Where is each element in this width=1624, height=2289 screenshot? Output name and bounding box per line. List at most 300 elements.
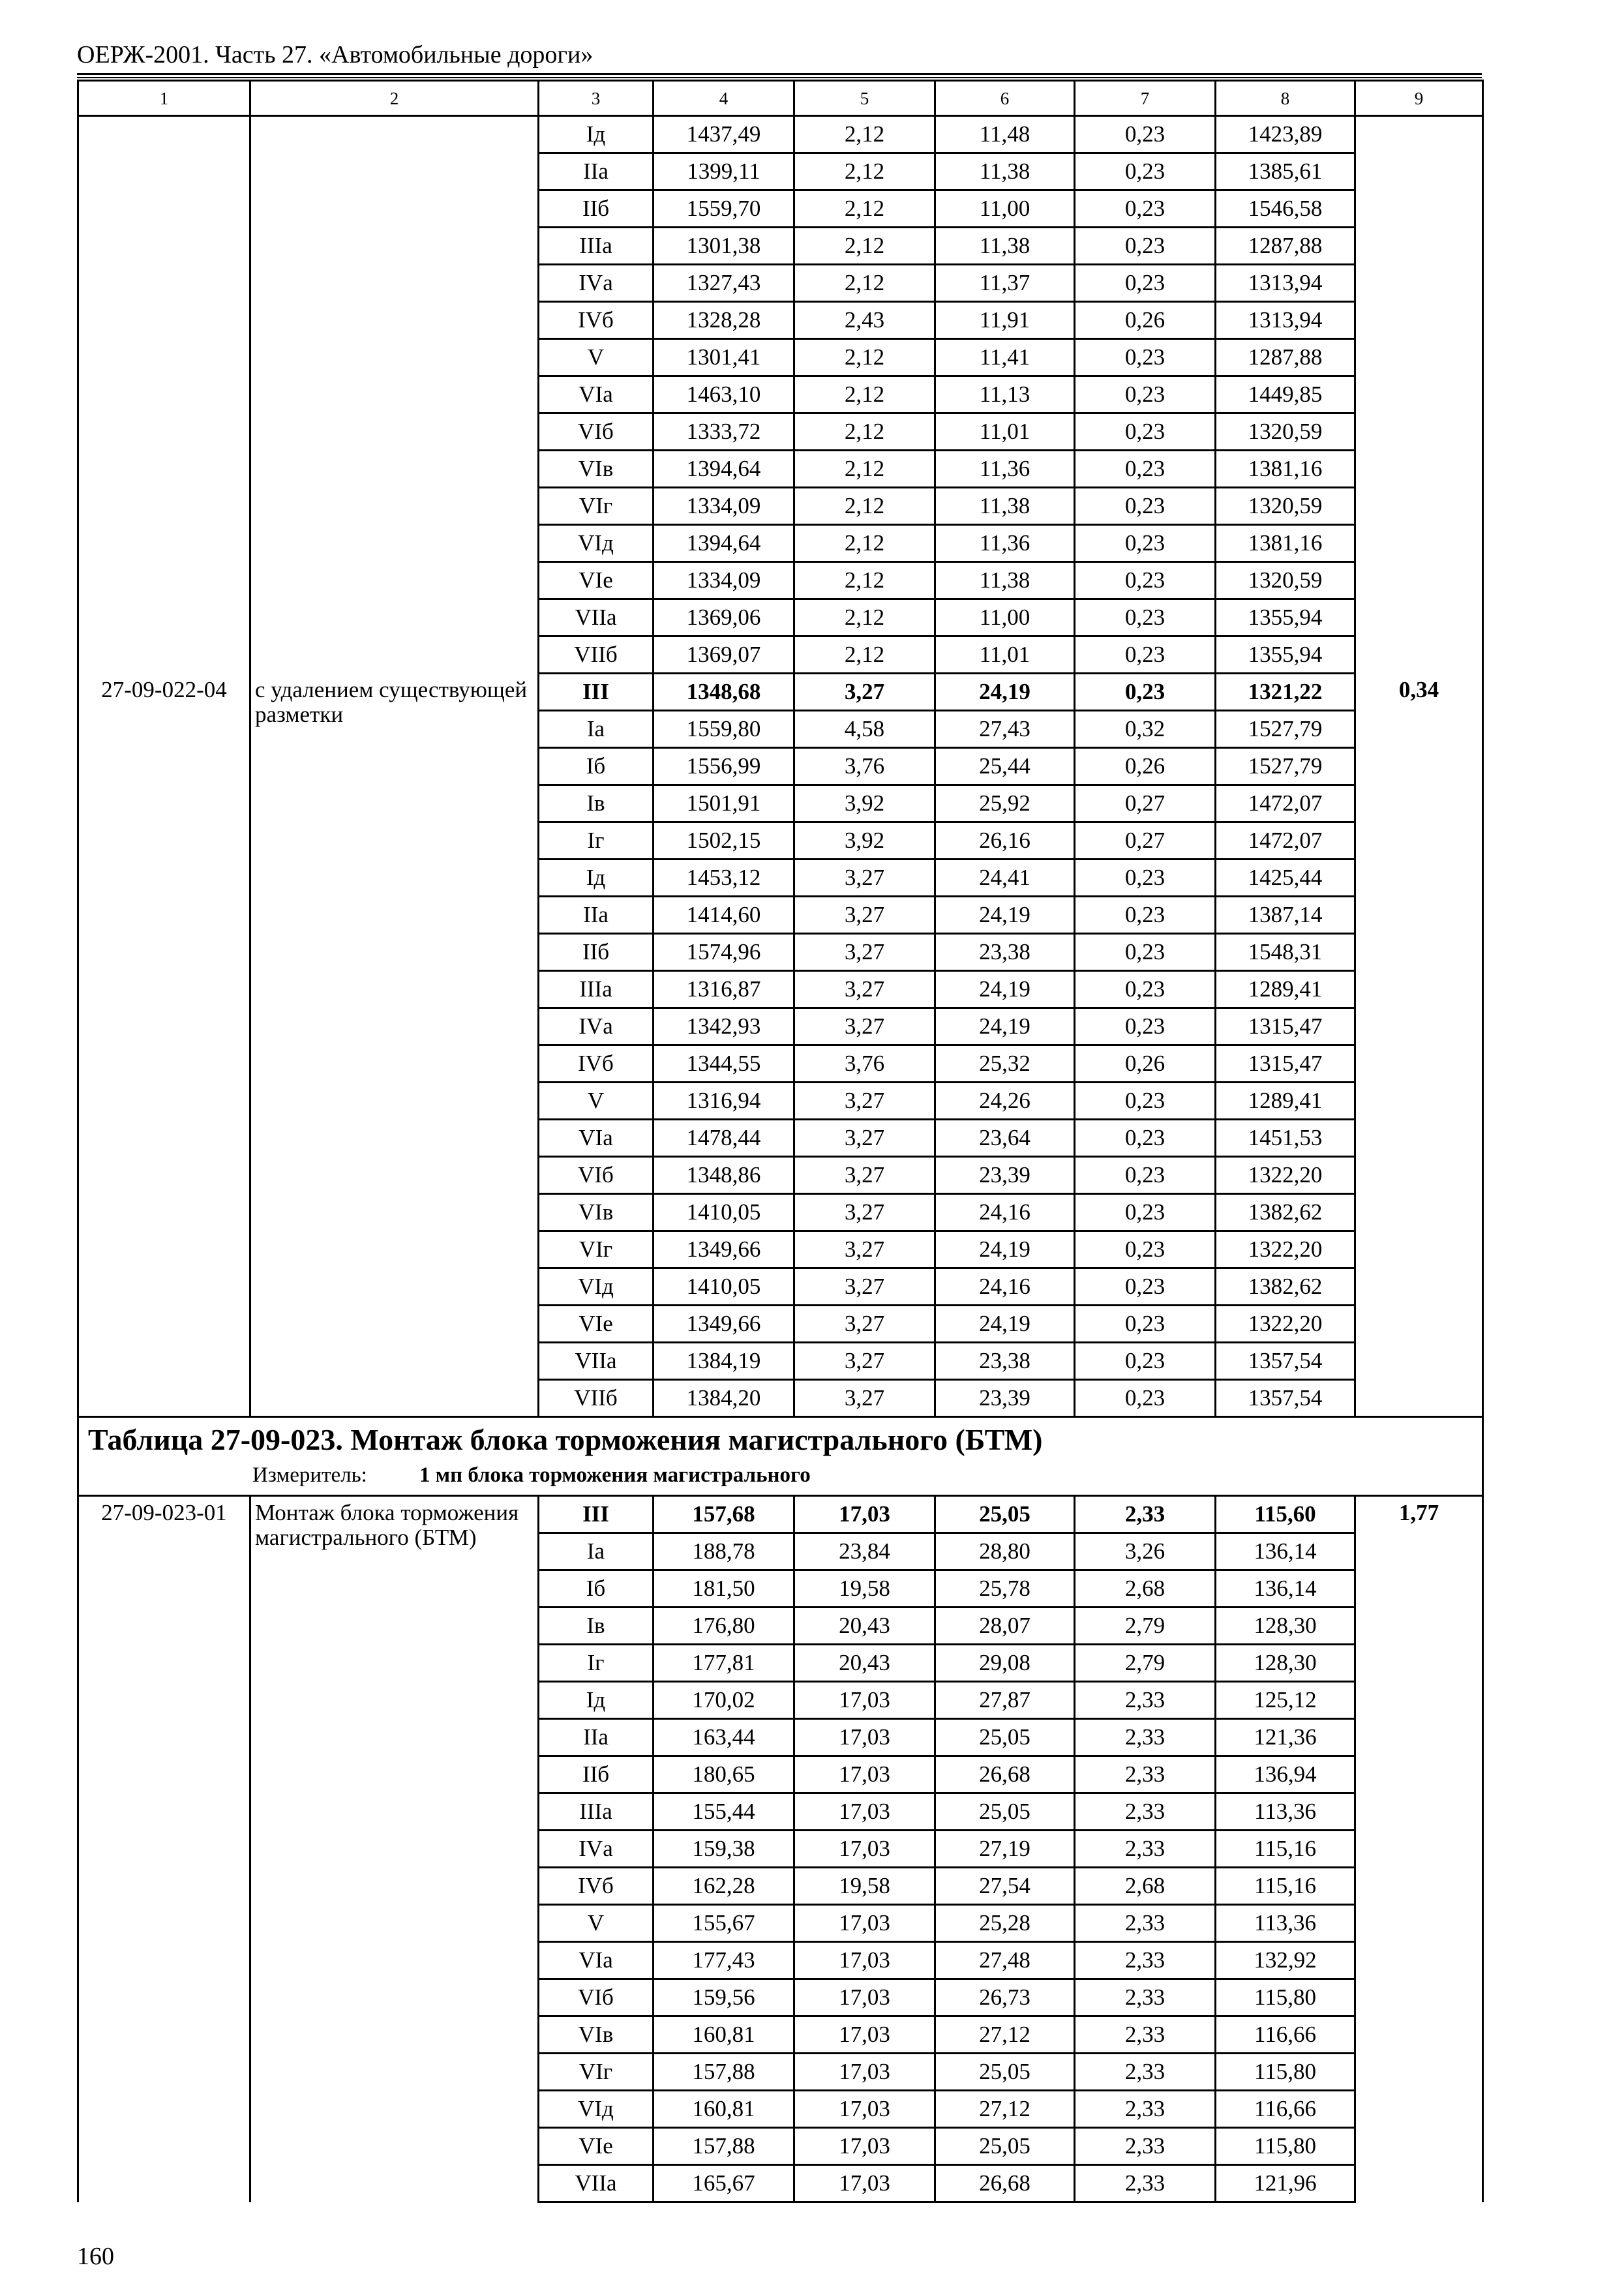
zone-cell: VIг	[539, 2054, 654, 2091]
value-cell: 1321,22	[1216, 674, 1355, 711]
zone-cell: Iа	[539, 711, 654, 748]
value-cell: 1559,80	[654, 711, 794, 748]
value-cell: 160,81	[654, 2016, 794, 2054]
value-cell: 25,32	[935, 1045, 1075, 1083]
value-cell: 170,02	[654, 1682, 794, 1719]
value-cell: 1453,12	[654, 860, 794, 897]
value-cell: 4,58	[794, 711, 935, 748]
value-cell: 0,23	[1075, 1008, 1216, 1045]
zone-cell: IVб	[539, 1045, 654, 1083]
value-cell: 1349,66	[654, 1306, 794, 1343]
column-number: 3	[539, 81, 654, 116]
value-cell: 2,12	[794, 339, 935, 376]
zone-cell: VIа	[539, 1942, 654, 1979]
value-cell: 24,19	[935, 1231, 1075, 1268]
value-cell: 159,56	[654, 1979, 794, 2016]
work-name: с удалением существующей разметки	[250, 674, 539, 1417]
value-cell: 25,05	[935, 1719, 1075, 1756]
value-cell: 2,33	[1075, 1756, 1216, 1793]
value-cell: 1478,44	[654, 1120, 794, 1157]
zone-cell: VIб	[539, 413, 654, 451]
rates-table	[77, 80, 1484, 2203]
value-cell: 113,36	[1216, 1905, 1355, 1942]
zone-cell: VIIа	[539, 2165, 654, 2202]
value-cell: 11,37	[935, 265, 1075, 302]
value-cell: 11,38	[935, 562, 1075, 599]
value-cell: 3,27	[794, 1120, 935, 1157]
value-cell: 0,23	[1075, 562, 1216, 599]
value-cell: 1451,53	[1216, 1120, 1355, 1157]
value-cell: 25,44	[935, 748, 1075, 785]
value-cell: 1313,94	[1216, 302, 1355, 339]
value-cell: 121,96	[1216, 2165, 1355, 2202]
value-cell: 23,84	[794, 1533, 935, 1570]
value-cell: 2,33	[1075, 1905, 1216, 1942]
value-cell: 2,33	[1075, 2165, 1216, 2202]
value-cell: 24,19	[935, 897, 1075, 934]
value-cell: 1334,09	[654, 488, 794, 525]
value-cell: 0,23	[1075, 1380, 1216, 1417]
value-cell: 3,27	[794, 897, 935, 934]
value-cell: 23,39	[935, 1380, 1075, 1417]
value-cell: 17,03	[794, 1682, 935, 1719]
value-cell: 17,03	[794, 1496, 935, 1533]
value-cell: 115,16	[1216, 1868, 1355, 1905]
zone-cell: VIд	[539, 2091, 654, 2128]
value-cell: 1399,11	[654, 153, 794, 190]
value-cell: 25,92	[935, 785, 1075, 822]
value-cell: 113,36	[1216, 1793, 1355, 1831]
value-cell: 2,33	[1075, 1719, 1216, 1756]
value-cell: 0,23	[1075, 1268, 1216, 1306]
value-cell: 0,23	[1075, 525, 1216, 562]
value-cell: 125,12	[1216, 1682, 1355, 1719]
value-cell: 1334,09	[654, 562, 794, 599]
value-cell: 11,01	[935, 413, 1075, 451]
resource-value	[1355, 116, 1483, 674]
value-cell: 17,03	[794, 1905, 935, 1942]
value-cell: 1382,62	[1216, 1268, 1355, 1306]
value-cell: 26,68	[935, 1756, 1075, 1793]
value-cell: 1322,20	[1216, 1231, 1355, 1268]
value-cell: 2,68	[1075, 1868, 1216, 1905]
value-cell: 25,05	[935, 1793, 1075, 1831]
value-cell: 0,23	[1075, 897, 1216, 934]
value-cell: 1527,79	[1216, 711, 1355, 748]
value-cell: 2,79	[1075, 1645, 1216, 1682]
value-cell: 1301,38	[654, 228, 794, 265]
value-cell: 17,03	[794, 1793, 935, 1831]
value-cell: 0,23	[1075, 1194, 1216, 1231]
resource-value: 0,34	[1355, 674, 1483, 1417]
value-cell: 27,19	[935, 1831, 1075, 1868]
value-cell: 1316,94	[654, 1083, 794, 1120]
value-cell: 160,81	[654, 2091, 794, 2128]
value-cell: 1289,41	[1216, 971, 1355, 1008]
value-cell: 121,36	[1216, 1719, 1355, 1756]
value-cell: 0,23	[1075, 860, 1216, 897]
zone-cell: VIд	[539, 525, 654, 562]
column-number: 4	[654, 81, 794, 116]
value-cell: 0,23	[1075, 674, 1216, 711]
header-rule	[77, 73, 1482, 75]
value-cell: 24,16	[935, 1268, 1075, 1306]
value-cell: 1385,61	[1216, 153, 1355, 190]
value-cell: 1327,43	[654, 265, 794, 302]
value-cell: 1394,64	[654, 525, 794, 562]
zone-cell: VIIб	[539, 1380, 654, 1417]
value-cell: 11,38	[935, 488, 1075, 525]
value-cell: 24,16	[935, 1194, 1075, 1231]
value-cell: 3,27	[794, 674, 935, 711]
value-cell: 11,91	[935, 302, 1075, 339]
value-cell: 29,08	[935, 1645, 1075, 1682]
value-cell: 2,33	[1075, 2016, 1216, 2054]
column-number-row	[78, 81, 1483, 116]
table-title-cell	[78, 1417, 1483, 1496]
value-cell: 1472,07	[1216, 785, 1355, 822]
value-cell: 3,27	[794, 934, 935, 971]
value-cell: 1355,94	[1216, 636, 1355, 674]
value-cell: 0,23	[1075, 376, 1216, 413]
value-cell: 17,03	[794, 2165, 935, 2202]
page-number: 160	[77, 2243, 114, 2270]
value-cell: 25,28	[935, 1905, 1075, 1942]
value-cell: 2,33	[1075, 1942, 1216, 1979]
zone-cell: IIб	[539, 934, 654, 971]
value-cell: 0,26	[1075, 748, 1216, 785]
value-cell: 1287,88	[1216, 339, 1355, 376]
value-cell: 1313,94	[1216, 265, 1355, 302]
value-cell: 1301,41	[654, 339, 794, 376]
value-cell: 1369,07	[654, 636, 794, 674]
value-cell: 0,23	[1075, 116, 1216, 153]
zone-cell: V	[539, 1905, 654, 1942]
value-cell: 2,12	[794, 525, 935, 562]
value-cell: 2,12	[794, 413, 935, 451]
table-heading: Таблица 27-09-023. Монтаж блока торможения магистрального (БТМ)	[88, 1423, 1043, 1456]
value-cell: 1423,89	[1216, 116, 1355, 153]
value-cell: 157,88	[654, 2054, 794, 2091]
value-cell: 24,19	[935, 1008, 1075, 1045]
value-cell: 1381,16	[1216, 525, 1355, 562]
value-cell: 1322,20	[1216, 1306, 1355, 1343]
value-cell: 177,43	[654, 1942, 794, 1979]
value-cell: 1501,91	[654, 785, 794, 822]
zone-cell: VIд	[539, 1268, 654, 1306]
value-cell: 25,05	[935, 2054, 1075, 2091]
value-cell: 2,33	[1075, 1496, 1216, 1533]
value-cell: 1574,96	[654, 934, 794, 971]
value-cell: 24,19	[935, 971, 1075, 1008]
value-cell: 136,94	[1216, 1756, 1355, 1793]
zone-cell: Iв	[539, 785, 654, 822]
table-row	[78, 116, 1483, 153]
value-cell: 132,92	[1216, 1942, 1355, 1979]
value-cell: 1414,60	[654, 897, 794, 934]
value-cell: 1357,54	[1216, 1343, 1355, 1380]
value-cell: 3,76	[794, 1045, 935, 1083]
zone-cell: Iв	[539, 1608, 654, 1645]
work-name	[250, 116, 539, 674]
value-cell: 27,54	[935, 1868, 1075, 1905]
value-cell: 180,65	[654, 1756, 794, 1793]
value-cell: 19,58	[794, 1570, 935, 1608]
value-cell: 188,78	[654, 1533, 794, 1570]
value-cell: 0,23	[1075, 228, 1216, 265]
value-cell: 1287,88	[1216, 228, 1355, 265]
value-cell: 1342,93	[654, 1008, 794, 1045]
value-cell: 0,32	[1075, 711, 1216, 748]
value-cell: 27,87	[935, 1682, 1075, 1719]
value-cell: 1320,59	[1216, 413, 1355, 451]
value-cell: 1328,28	[654, 302, 794, 339]
value-cell: 17,03	[794, 1756, 935, 1793]
value-cell: 2,33	[1075, 2054, 1216, 2091]
value-cell: 23,39	[935, 1157, 1075, 1194]
value-cell: 3,76	[794, 748, 935, 785]
table-row	[78, 1496, 1483, 1533]
value-cell: 0,23	[1075, 636, 1216, 674]
value-cell: 1315,47	[1216, 1045, 1355, 1083]
value-cell: 11,41	[935, 339, 1075, 376]
zone-cell: Iд	[539, 1682, 654, 1719]
value-cell: 11,36	[935, 451, 1075, 488]
zone-cell: V	[539, 1083, 654, 1120]
value-cell: 23,38	[935, 934, 1075, 971]
value-cell: 27,12	[935, 2016, 1075, 2054]
column-number: 2	[250, 81, 539, 116]
value-cell: 157,88	[654, 2128, 794, 2165]
value-cell: 2,33	[1075, 1831, 1216, 1868]
zone-cell: VIа	[539, 376, 654, 413]
value-cell: 3,27	[794, 1380, 935, 1417]
table-title-row	[78, 1417, 1483, 1496]
zone-cell: VIг	[539, 1231, 654, 1268]
zone-cell: IIа	[539, 1719, 654, 1756]
value-cell: 3,26	[1075, 1533, 1216, 1570]
value-cell: 159,38	[654, 1831, 794, 1868]
value-cell: 1382,62	[1216, 1194, 1355, 1231]
value-cell: 3,27	[794, 1268, 935, 1306]
value-cell: 28,07	[935, 1608, 1075, 1645]
value-cell: 2,33	[1075, 2128, 1216, 2165]
value-cell: 1322,20	[1216, 1157, 1355, 1194]
value-cell: 11,48	[935, 116, 1075, 153]
value-cell: 0,23	[1075, 599, 1216, 636]
value-cell: 1348,68	[654, 674, 794, 711]
running-header: ОЕРЖ-2001. Часть 27. «Автомобильные дороги»	[77, 41, 594, 68]
value-cell: 115,16	[1216, 1831, 1355, 1868]
value-cell: 1463,10	[654, 376, 794, 413]
value-cell: 0,23	[1075, 488, 1216, 525]
value-cell: 3,27	[794, 1194, 935, 1231]
value-cell: 17,03	[794, 1831, 935, 1868]
value-cell: 1344,55	[654, 1045, 794, 1083]
value-cell: 3,92	[794, 822, 935, 860]
zone-cell: V	[539, 339, 654, 376]
value-cell: 1289,41	[1216, 1083, 1355, 1120]
value-cell: 1387,14	[1216, 897, 1355, 934]
value-cell: 136,14	[1216, 1570, 1355, 1608]
value-cell: 0,23	[1075, 934, 1216, 971]
value-cell: 1369,06	[654, 599, 794, 636]
value-cell: 162,28	[654, 1868, 794, 1905]
value-cell: 177,81	[654, 1645, 794, 1682]
zone-cell: VIв	[539, 2016, 654, 2054]
measure-unit: 1 мп блока торможения магистрального	[419, 1463, 811, 1487]
value-cell: 1410,05	[654, 1268, 794, 1306]
value-cell: 11,00	[935, 599, 1075, 636]
value-cell: 0,27	[1075, 785, 1216, 822]
value-cell: 116,66	[1216, 2091, 1355, 2128]
value-cell: 2,68	[1075, 1570, 1216, 1608]
value-cell: 24,19	[935, 1306, 1075, 1343]
value-cell: 3,27	[794, 971, 935, 1008]
column-number: 1	[78, 81, 250, 116]
value-cell: 1316,87	[654, 971, 794, 1008]
value-cell: 24,41	[935, 860, 1075, 897]
value-cell: 17,03	[794, 2128, 935, 2165]
value-cell: 2,33	[1075, 1979, 1216, 2016]
zone-cell: Iа	[539, 1533, 654, 1570]
value-cell: 2,33	[1075, 2091, 1216, 2128]
zone-cell: IIб	[539, 190, 654, 228]
value-cell: 0,23	[1075, 1231, 1216, 1268]
value-cell: 1315,47	[1216, 1008, 1355, 1045]
zone-cell: VIв	[539, 451, 654, 488]
zone-cell: III	[539, 674, 654, 711]
zone-cell: IIIа	[539, 1793, 654, 1831]
value-cell: 1559,70	[654, 190, 794, 228]
zone-cell: Iд	[539, 860, 654, 897]
zone-cell: IIб	[539, 1756, 654, 1793]
value-cell: 3,27	[794, 1008, 935, 1045]
value-cell: 1320,59	[1216, 488, 1355, 525]
value-cell: 128,30	[1216, 1608, 1355, 1645]
value-cell: 24,26	[935, 1083, 1075, 1120]
zone-cell: VIа	[539, 1120, 654, 1157]
value-cell: 1355,94	[1216, 599, 1355, 636]
value-cell: 17,03	[794, 2016, 935, 2054]
value-cell: 1556,99	[654, 748, 794, 785]
value-cell: 2,12	[794, 562, 935, 599]
value-cell: 176,80	[654, 1608, 794, 1645]
value-cell: 0,23	[1075, 265, 1216, 302]
rate-code: 27-09-023-01	[78, 1496, 250, 2202]
zone-cell: IVа	[539, 265, 654, 302]
zone-cell: VIг	[539, 488, 654, 525]
value-cell: 1384,20	[654, 1380, 794, 1417]
value-cell: 1449,85	[1216, 376, 1355, 413]
value-cell: 116,66	[1216, 2016, 1355, 2054]
value-cell: 28,80	[935, 1533, 1075, 1570]
value-cell: 0,23	[1075, 1157, 1216, 1194]
column-number: 8	[1216, 81, 1355, 116]
zone-cell: IVа	[539, 1008, 654, 1045]
value-cell: 2,12	[794, 153, 935, 190]
value-cell: 1333,72	[654, 413, 794, 451]
value-cell: 20,43	[794, 1608, 935, 1645]
value-cell: 2,12	[794, 265, 935, 302]
value-cell: 1394,64	[654, 451, 794, 488]
value-cell: 3,92	[794, 785, 935, 822]
value-cell: 2,43	[794, 302, 935, 339]
value-cell: 2,12	[794, 228, 935, 265]
value-cell: 115,60	[1216, 1496, 1355, 1533]
value-cell: 1472,07	[1216, 822, 1355, 860]
value-cell: 0,23	[1075, 1120, 1216, 1157]
value-cell: 1502,15	[654, 822, 794, 860]
zone-cell: IIIа	[539, 228, 654, 265]
work-name: Монтаж блока торможения магистрального (БТМ)	[250, 1496, 539, 2202]
value-cell: 1437,49	[654, 116, 794, 153]
value-cell: 11,38	[935, 153, 1075, 190]
value-cell: 2,12	[794, 488, 935, 525]
value-cell: 17,03	[794, 1979, 935, 2016]
column-number: 5	[794, 81, 935, 116]
value-cell: 1384,19	[654, 1343, 794, 1380]
value-cell: 1548,31	[1216, 934, 1355, 971]
value-cell: 3,27	[794, 860, 935, 897]
value-cell: 0,23	[1075, 153, 1216, 190]
value-cell: 11,36	[935, 525, 1075, 562]
zone-cell: VIе	[539, 562, 654, 599]
value-cell: 25,78	[935, 1570, 1075, 1608]
value-cell: 11,13	[935, 376, 1075, 413]
zone-cell: Iд	[539, 116, 654, 153]
value-cell: 2,12	[794, 636, 935, 674]
value-cell: 0,23	[1075, 190, 1216, 228]
value-cell: 2,33	[1075, 1793, 1216, 1831]
zone-cell: Iб	[539, 1570, 654, 1608]
value-cell: 155,67	[654, 1905, 794, 1942]
value-cell: 163,44	[654, 1719, 794, 1756]
value-cell: 1381,16	[1216, 451, 1355, 488]
value-cell: 19,58	[794, 1868, 935, 1905]
rate-code: 27-09-022-04	[78, 674, 250, 1417]
column-number: 7	[1075, 81, 1216, 116]
value-cell: 1410,05	[654, 1194, 794, 1231]
zone-cell: VIIб	[539, 636, 654, 674]
value-cell: 1349,66	[654, 1231, 794, 1268]
column-number: 6	[935, 81, 1075, 116]
value-cell: 1348,86	[654, 1157, 794, 1194]
value-cell: 2,12	[794, 190, 935, 228]
value-cell: 165,67	[654, 2165, 794, 2202]
value-cell: 0,23	[1075, 1306, 1216, 1343]
value-cell: 26,68	[935, 2165, 1075, 2202]
value-cell: 181,50	[654, 1570, 794, 1608]
value-cell: 128,30	[1216, 1645, 1355, 1682]
value-cell: 0,23	[1075, 971, 1216, 1008]
value-cell: 3,27	[794, 1231, 935, 1268]
zone-cell: IIа	[539, 897, 654, 934]
zone-cell: IIа	[539, 153, 654, 190]
resource-value: 1,77	[1355, 1496, 1483, 2202]
value-cell: 115,80	[1216, 2054, 1355, 2091]
zone-cell: IVа	[539, 1831, 654, 1868]
value-cell: 136,14	[1216, 1533, 1355, 1570]
table-row	[78, 674, 1483, 711]
value-cell: 17,03	[794, 2091, 935, 2128]
header-rule-secondary	[77, 77, 1482, 78]
zone-cell: Iг	[539, 822, 654, 860]
value-cell: 17,03	[794, 1719, 935, 1756]
value-cell: 0,26	[1075, 1045, 1216, 1083]
value-cell: 0,23	[1075, 339, 1216, 376]
zone-cell: Iг	[539, 1645, 654, 1682]
